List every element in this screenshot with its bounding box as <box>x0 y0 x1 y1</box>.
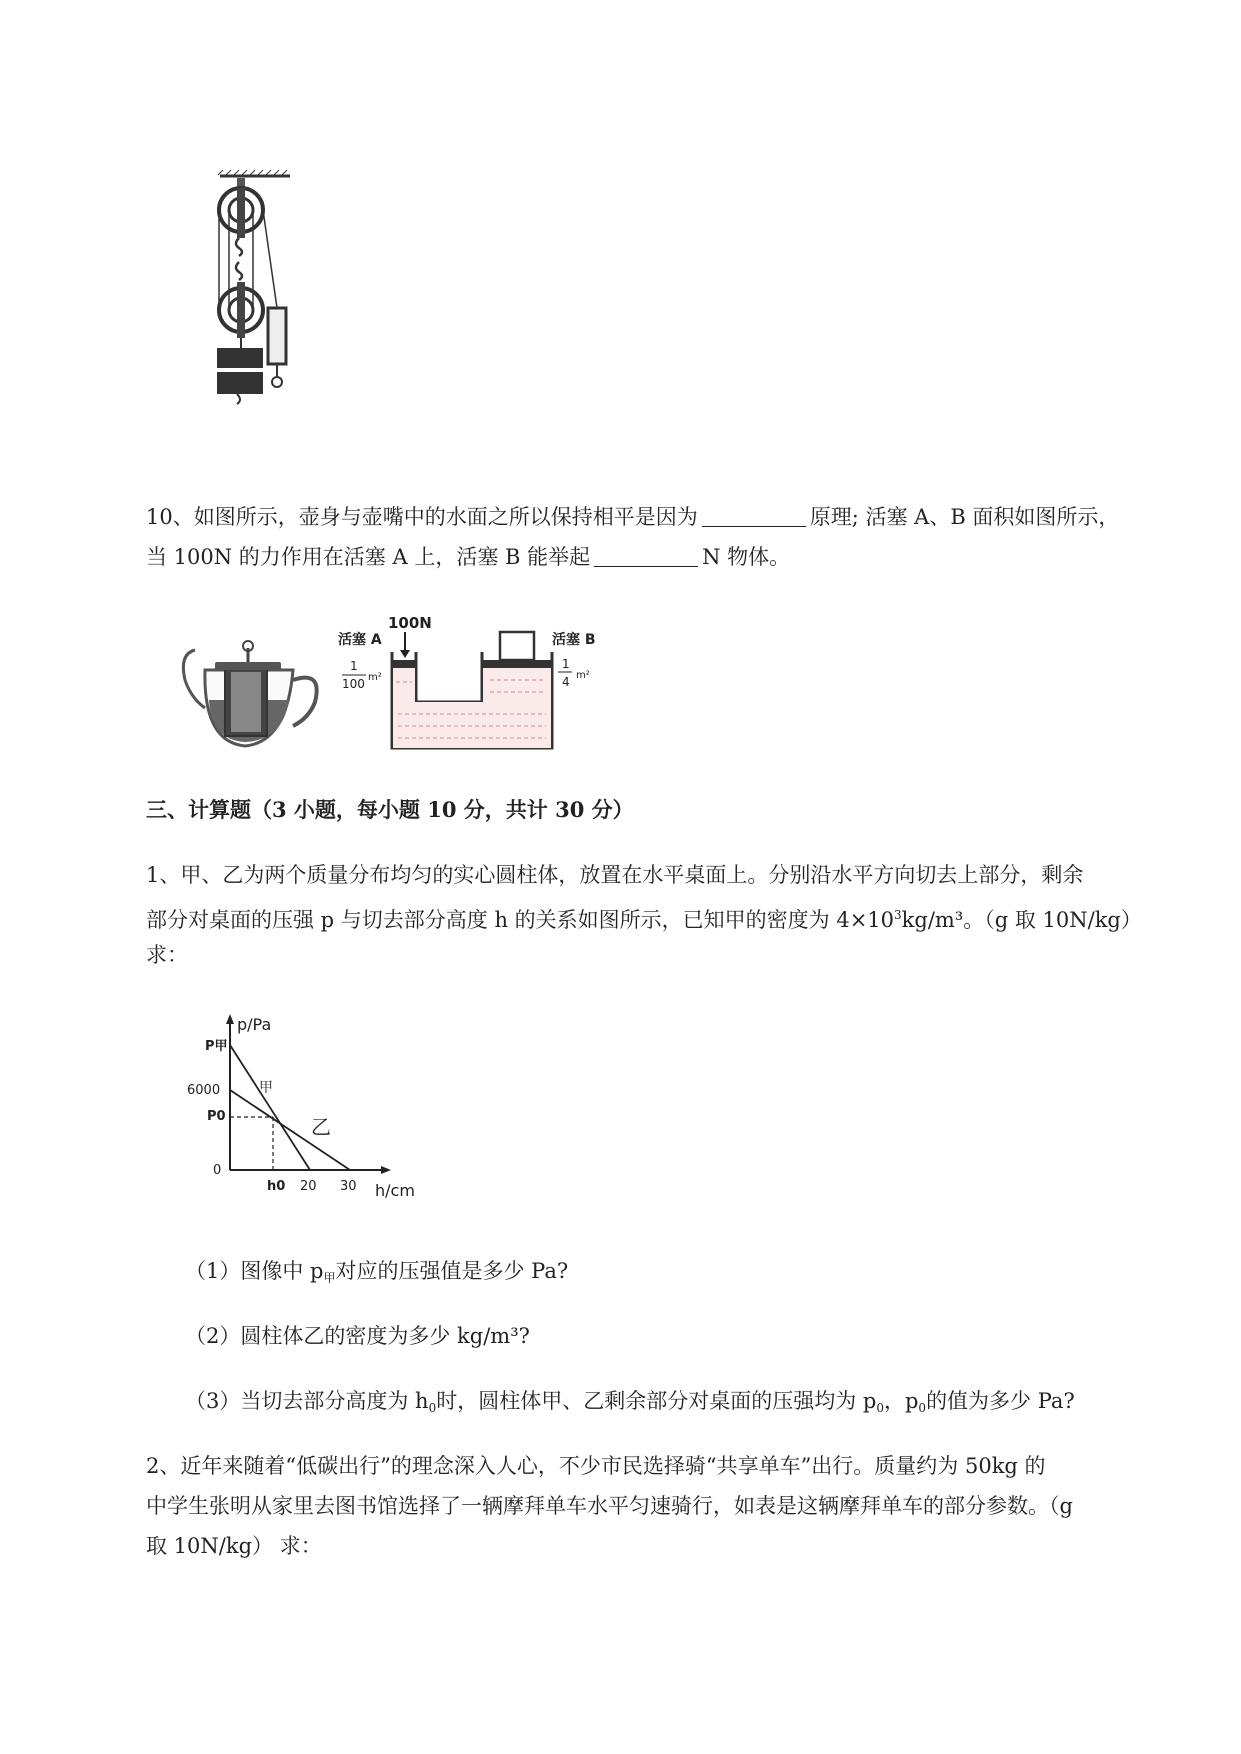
q1-sub-1 <box>185 1256 568 1293</box>
line-yi <box>230 1090 350 1170</box>
q1-sub1-subscript: 甲 <box>323 1271 336 1285</box>
label-jia: 甲 <box>259 1080 273 1096</box>
area-b-den: 4 <box>562 675 570 689</box>
q1-sub3-sub3: 0 <box>918 1401 927 1415</box>
q10-line1-text2: 原理; 活塞 A、B 面积如图所示， <box>809 505 1120 529</box>
y-tick-6000: 6000 <box>187 1083 221 1098</box>
section-3-heading: 三、计算题（3 小题，每小题 10 分，共计 30 分） <box>146 797 634 822</box>
q1-line-2 <box>146 900 1142 935</box>
area-b-unit: m² <box>576 670 590 681</box>
q1-sub-3 <box>185 1386 1075 1423</box>
pulley-figure <box>215 170 325 440</box>
q1-line2-text2: kg/m³。（g 取 10N/kg） <box>901 908 1142 932</box>
q2-line-3: 取 10N/kg） 求： <box>146 1534 322 1558</box>
force-label: 100N <box>388 614 432 632</box>
q1-sub-2: （2）圆柱体乙的密度为多少 kg/m³? <box>185 1324 530 1348</box>
label-yi: 乙 <box>311 1115 331 1139</box>
q10-line2-text1: 当 100N 的力作用在活塞 A 上，活塞 B 能举起 <box>146 545 591 569</box>
q1-sub3-text4: 的值为多少 Pa? <box>926 1389 1075 1413</box>
area-a-num: 1 <box>350 659 358 673</box>
pressure-graph <box>185 1010 425 1205</box>
q1-sub3-text2: 时，圆柱体甲、乙剩余部分对桌面的压强均为 p <box>436 1389 877 1413</box>
area-a-den: 100 <box>342 677 365 691</box>
p-jia-label: P甲 <box>205 1039 228 1054</box>
q1-sub1-text1: （1）图像中 p <box>185 1259 324 1283</box>
h0-label: h0 <box>267 1179 286 1194</box>
answer-blank-1[interactable] <box>702 506 806 527</box>
q1-sub1-text2: 对应的压强值是多少 Pa? <box>335 1259 569 1283</box>
q10-line2-text2: N 物体。 <box>702 545 791 569</box>
q1-sub3-text3: ，p <box>883 1389 919 1413</box>
area-a-unit: m² <box>368 672 382 683</box>
q2-line-1: 2、近年来随着“低碳出行”的理念深入人心，不少市民选择骑“共享单车”出行。质量约为 50kg 的 <box>146 1454 1046 1478</box>
piston-b-label: 活塞 B <box>552 632 596 648</box>
x-axis-label: h/cm <box>375 1181 415 1200</box>
answer-blank-2[interactable] <box>594 546 698 567</box>
q1-line-3: 求： <box>146 943 188 967</box>
x-tick-30: 30 <box>340 1179 357 1194</box>
piston-a-label: 活塞 A <box>338 632 382 648</box>
q1-sub3-text1: （3）当切去部分高度为 h <box>185 1389 429 1413</box>
q1-line-1: 1、甲、乙为两个质量分布均匀的实心圆柱体，放置在水平桌面上。分别沿水平方向切去上部分，剩余 <box>146 863 1084 887</box>
q1-line2-sup: 3 <box>894 908 902 922</box>
q1-sub3-sub2: 0 <box>876 1401 884 1415</box>
q10-line-2 <box>146 542 790 572</box>
line-jia <box>230 1045 310 1170</box>
x-tick-20: 20 <box>300 1179 317 1194</box>
y-axis-label: p/Pa <box>237 1015 272 1034</box>
q10-line1-text1: 10、如图所示，壶身与壶嘴中的水面之所以保持相平是因为 <box>146 505 698 529</box>
hydraulic-figure <box>330 610 610 760</box>
area-b-num: 1 <box>562 657 570 671</box>
q10-line-1 <box>146 502 1119 532</box>
origin-label: 0 <box>213 1163 222 1178</box>
teapot-figure <box>175 640 325 750</box>
p0-label: P0 <box>207 1109 226 1124</box>
q1-line2-text1: 部分对桌面的压强 p 与切去部分高度 h 的关系如图所示，已知甲的密度为 4×10 <box>146 908 895 932</box>
q1-sub3-sub1: 0 <box>428 1401 437 1415</box>
q2-line-2: 中学生张明从家里去图书馆选择了一辆摩拜单车水平匀速骑行，如表是这辆摩拜单车的部分参数。（g <box>146 1494 1073 1518</box>
